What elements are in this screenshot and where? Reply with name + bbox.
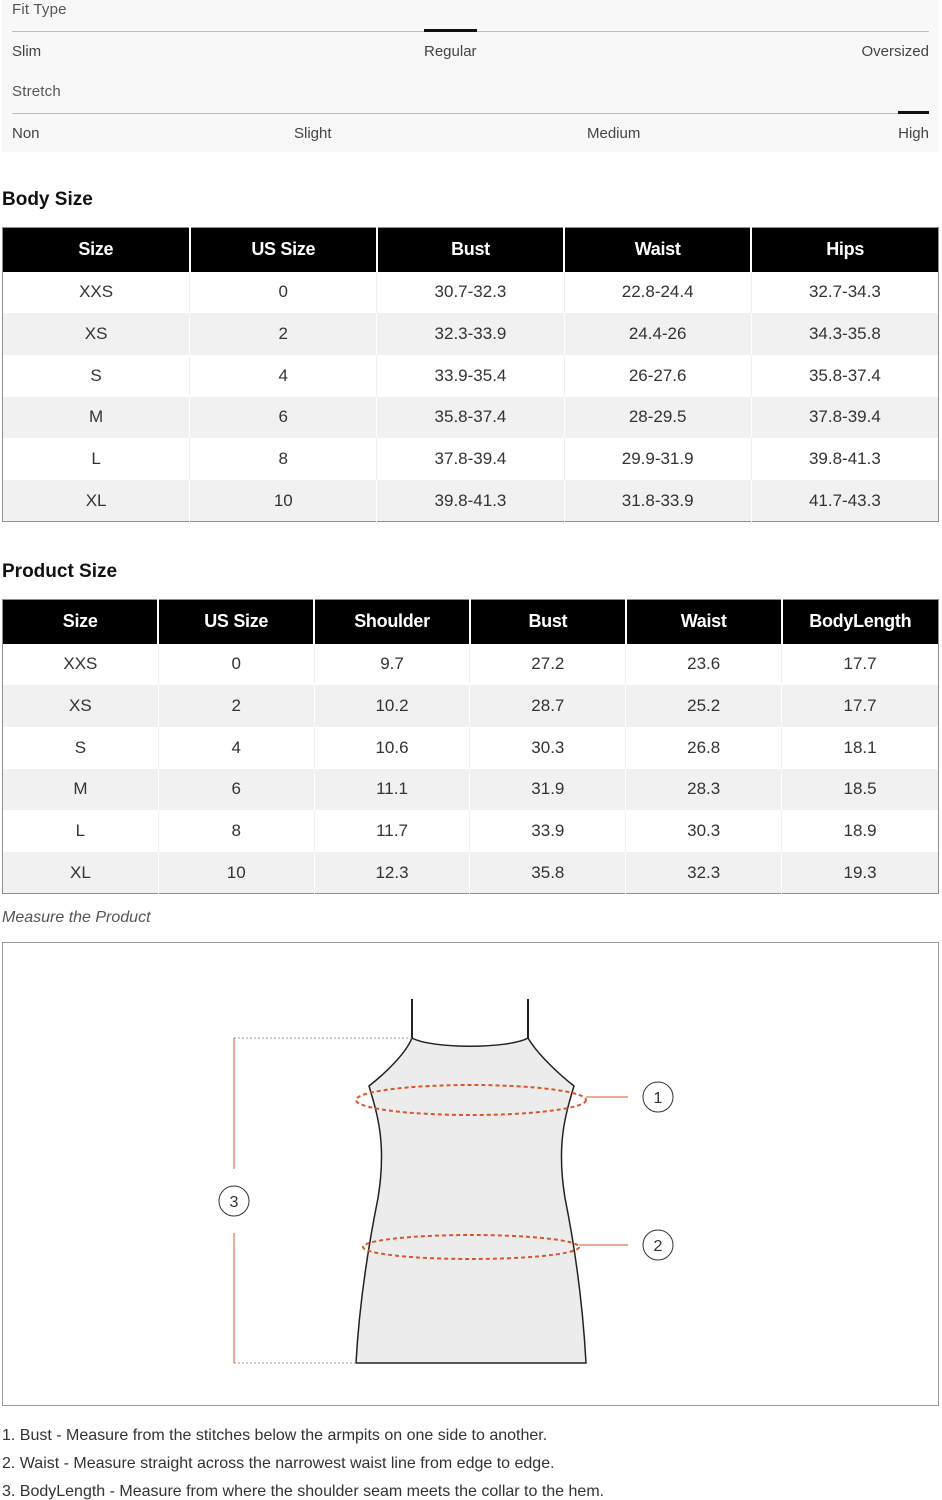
table-cell: 25.2: [626, 685, 782, 727]
table-cell: 31.8-33.9: [564, 480, 751, 522]
marker-1-label: 1: [653, 1090, 663, 1107]
column-header: Bust: [470, 600, 626, 644]
table-cell: 18.1: [782, 727, 939, 769]
product-size-heading: Product Size: [2, 561, 118, 582]
table-cell: XXS: [3, 272, 190, 314]
table-cell: 10.6: [314, 727, 470, 769]
table-cell: XL: [3, 852, 159, 894]
product-size-table: [2, 599, 939, 894]
column-header: Waist: [626, 600, 782, 644]
table-cell: 26-27.6: [564, 355, 751, 397]
table-cell: 28.7: [470, 685, 626, 727]
measure-title: Measure the Product: [2, 909, 151, 926]
stretch-label-high: High: [898, 125, 929, 142]
table-cell: 10: [190, 480, 377, 522]
stretch-title: Stretch: [12, 83, 61, 100]
table-cell: 24.4-26: [564, 313, 751, 355]
fit-stretch-panel: [2, 0, 939, 152]
column-header: Shoulder: [314, 600, 470, 644]
camisole-illustration: [3, 943, 938, 1405]
table-cell: 10: [158, 852, 314, 894]
table-cell: M: [3, 397, 190, 439]
table-row: [3, 769, 939, 811]
table-cell: 11.1: [314, 769, 470, 811]
table-cell: 9.7: [314, 644, 470, 686]
table-cell: 18.5: [782, 769, 939, 811]
note-body-length: 3. BodyLength - Measure from where the shoulder seam meets the collar to the hem.: [2, 1483, 605, 1500]
fit-type-title: Fit Type: [12, 1, 67, 18]
table-cell: 35.8-37.4: [377, 397, 564, 439]
table-row: [3, 727, 939, 769]
table-row: [3, 810, 939, 852]
column-header: Bust: [377, 228, 564, 272]
table-cell: XL: [3, 480, 190, 522]
table-cell: 17.7: [782, 644, 939, 686]
stretch-scale: [12, 113, 929, 114]
marker-3-label: 3: [229, 1194, 239, 1211]
table-row: [3, 272, 939, 314]
table-cell: 27.2: [470, 644, 626, 686]
table-cell: 4: [158, 727, 314, 769]
stretch-label-slight: Slight: [294, 125, 332, 142]
table-cell: 6: [190, 397, 377, 439]
table-cell: 23.6: [626, 644, 782, 686]
table-cell: 31.9: [470, 769, 626, 811]
table-cell: XXS: [3, 644, 159, 686]
table-cell: 41.7-43.3: [751, 480, 938, 522]
column-header: BodyLength: [782, 600, 939, 644]
table-cell: 2: [158, 685, 314, 727]
note-waist: 2. Waist - Measure straight across the narrowest waist line from edge to edge.: [2, 1455, 555, 1472]
table-cell: 37.8-39.4: [377, 438, 564, 480]
column-header: Size: [3, 600, 159, 644]
table-cell: 0: [190, 272, 377, 314]
stretch-selected-marker: [898, 111, 929, 114]
note-bust: 1. Bust - Measure from the stitches below the armpits on one side to another.: [2, 1427, 548, 1444]
table-row: [3, 397, 939, 439]
table-row: [3, 644, 939, 686]
table-cell: 22.8-24.4: [564, 272, 751, 314]
table-cell: 19.3: [782, 852, 939, 894]
table-cell: 28.3: [626, 769, 782, 811]
table-cell: 37.8-39.4: [751, 397, 938, 439]
table-cell: L: [3, 438, 190, 480]
table-cell: 35.8: [470, 852, 626, 894]
stretch-label-medium: Medium: [587, 125, 641, 142]
table-cell: 10.2: [314, 685, 470, 727]
table-cell: 8: [158, 810, 314, 852]
fit-label-slim: Slim: [12, 43, 42, 60]
table-cell: 33.9: [470, 810, 626, 852]
table-header-row: [3, 228, 939, 272]
table-cell: 32.3: [626, 852, 782, 894]
table-cell: 11.7: [314, 810, 470, 852]
table-cell: 0: [158, 644, 314, 686]
table-cell: 4: [190, 355, 377, 397]
table-cell: 28-29.5: [564, 397, 751, 439]
table-row: [3, 355, 939, 397]
table-cell: S: [3, 355, 190, 397]
column-header: Hips: [751, 228, 938, 272]
table-cell: M: [3, 769, 159, 811]
table-row: [3, 313, 939, 355]
body-size-table: [2, 227, 939, 522]
table-cell: 18.9: [782, 810, 939, 852]
table-cell: 30.3: [470, 727, 626, 769]
fit-label-regular: Regular: [424, 43, 477, 60]
table-cell: XS: [3, 313, 190, 355]
marker-2-label: 2: [653, 1238, 663, 1255]
table-cell: 34.3-35.8: [751, 313, 938, 355]
measurement-notes: [2, 1422, 932, 1500]
stretch-label-non: Non: [12, 125, 40, 142]
table-row: [3, 438, 939, 480]
table-cell: XS: [3, 685, 159, 727]
table-cell: 17.7: [782, 685, 939, 727]
table-cell: 35.8-37.4: [751, 355, 938, 397]
table-cell: 39.8-41.3: [377, 480, 564, 522]
table-header-row: [3, 600, 939, 644]
measurement-diagram: [2, 942, 939, 1406]
table-row: [3, 852, 939, 894]
table-cell: 30.7-32.3: [377, 272, 564, 314]
table-cell: L: [3, 810, 159, 852]
table-cell: 32.3-33.9: [377, 313, 564, 355]
table-cell: 8: [190, 438, 377, 480]
column-header: US Size: [158, 600, 314, 644]
column-header: Size: [3, 228, 190, 272]
table-row: [3, 480, 939, 522]
table-cell: 32.7-34.3: [751, 272, 938, 314]
table-cell: 2: [190, 313, 377, 355]
body-size-heading: Body Size: [2, 189, 93, 210]
table-cell: 29.9-31.9: [564, 438, 751, 480]
table-cell: S: [3, 727, 159, 769]
fit-label-oversized: Oversized: [861, 43, 929, 60]
fit-type-selected-marker: [424, 29, 477, 32]
garment-body: [356, 1038, 586, 1363]
table-cell: 33.9-35.4: [377, 355, 564, 397]
column-header: US Size: [190, 228, 377, 272]
column-header: Waist: [564, 228, 751, 272]
table-cell: 12.3: [314, 852, 470, 894]
table-cell: 26.8: [626, 727, 782, 769]
table-cell: 30.3: [626, 810, 782, 852]
table-row: [3, 685, 939, 727]
table-cell: 39.8-41.3: [751, 438, 938, 480]
table-cell: 6: [158, 769, 314, 811]
